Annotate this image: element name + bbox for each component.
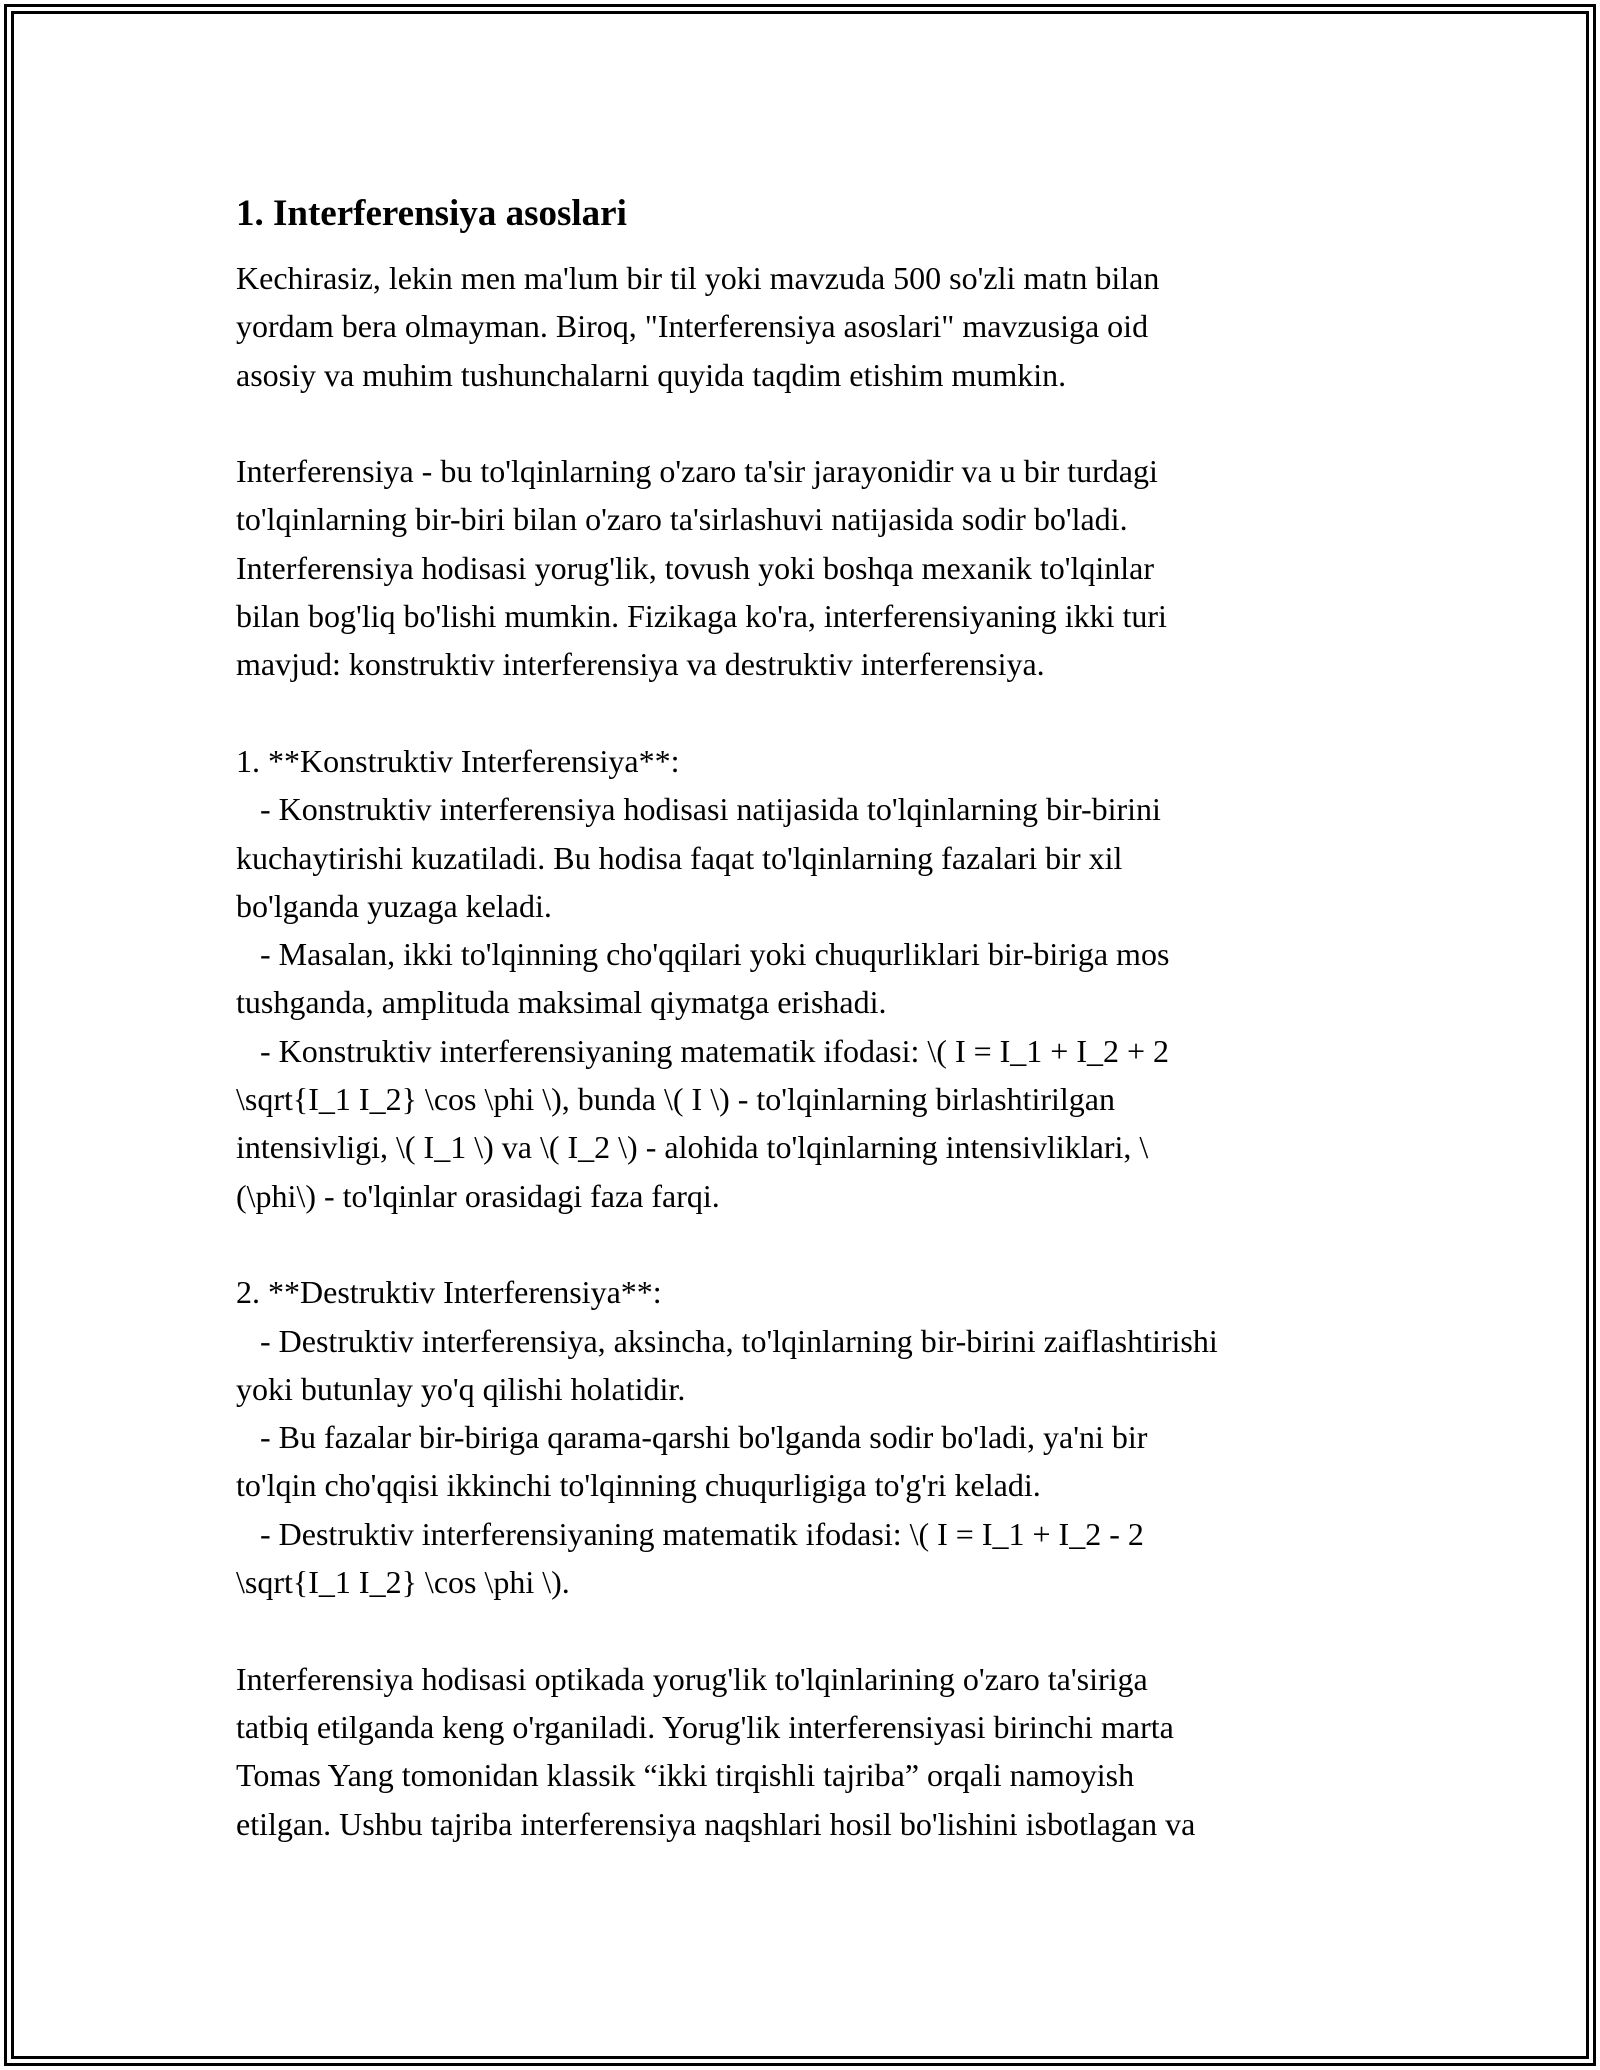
text-line: tushganda, amplituda maksimal qiymatga erishadi.	[236, 984, 887, 1021]
text-line: tatbiq etilganda keng o'rganiladi. Yorug'lik interferensiyasi birinchi marta	[236, 1708, 1174, 1745]
document-content	[236, 186, 1366, 1848]
text-line: 2. **Destruktiv Interferensiya**:	[236, 1274, 662, 1311]
text-line: bo'lganda yuzaga keladi.	[236, 887, 552, 924]
text-line: etilgan. Ushbu tajriba interferensiya naqshlari hosil bo'lishini isbotlagan va	[236, 1805, 1196, 1842]
text-line: \sqrt{I_1 I_2} \cos \phi \), bunda \( I \) - to'lqinlarning birlashtirilgan	[236, 1081, 1115, 1118]
text-line: - Destruktiv interferensiyaning matematik ifodasi: \( I = I_1 + I_2 - 2	[236, 1515, 1144, 1552]
text-line: bilan bog'liq bo'lishi mumkin. Fizikaga ko'ra, interferensiyaning ikki turi	[236, 598, 1167, 635]
text-line: kuchaytirishi kuzatiladi. Bu hodisa faqat to'lqinlarning fazalari bir xil	[236, 839, 1123, 876]
text-line: Interferensiya - bu to'lqinlarning o'zaro ta'sir jarayonidir va u bir turdagi	[236, 453, 1158, 490]
text-line: to'lqin cho'qqisi ikkinchi to'lqinning chuqurligiga to'g'ri keladi.	[236, 1467, 1041, 1504]
blank-line	[236, 1220, 1366, 1268]
document-body	[236, 254, 1366, 1848]
text-line: 1. **Konstruktiv Interferensiya**:	[236, 742, 680, 779]
text-line: (\phi\) - to'lqinlar orasidagi faza farqi.	[236, 1177, 720, 1214]
text-line: \sqrt{I_1 I_2} \cos \phi \).	[236, 1564, 570, 1601]
text-line: Kechirasiz, lekin men ma'lum bir til yoki mavzuda 500 so'zli matn bilan	[236, 260, 1160, 296]
text-line: asosiy va muhim tushunchalarni quyida taqdim etishim mumkin.	[236, 356, 1067, 393]
section-heading: 1. Interferensiya asoslari	[236, 193, 627, 234]
blank-line	[236, 399, 1366, 447]
text-line: yoki butunlay yo'q qilishi holatidir.	[236, 1370, 686, 1407]
text-line: - Destruktiv interferensiya, aksincha, to'lqinlarning bir-birini zaiflashtirishi	[236, 1322, 1218, 1359]
blank-line	[236, 1606, 1366, 1654]
text-line: Interferensiya hodisasi optikada yorug'lik to'lqinlarining o'zaro ta'siriga	[236, 1660, 1148, 1697]
text-line: - Masalan, ikki to'lqinning cho'qqilari yoki chuqurliklari bir-biriga mos	[236, 936, 1170, 973]
blank-line	[236, 689, 1366, 737]
text-line: yordam bera olmayman. Biroq, "Interferensiya asoslari" mavzusiga oid	[236, 308, 1149, 345]
text-line: - Bu fazalar bir-biriga qarama-qarshi bo'lganda sodir bo'ladi, ya'ni bir	[236, 1419, 1148, 1456]
text-line: - Konstruktiv interferensiya hodisasi natijasida to'lqinlarning bir-birini	[236, 791, 1161, 828]
text-line: Tomas Yang tomonidan klassik “ikki tirqishli tajriba” orqali namoyish	[236, 1757, 1135, 1794]
text-line: - Konstruktiv interferensiyaning matematik ifodasi: \( I = I_1 + I_2 + 2	[236, 1032, 1170, 1069]
text-line: mavjud: konstruktiv interferensiya va destruktiv interferensiya.	[236, 646, 1045, 683]
text-line: intensivligi, \( I_1 \) va \( I_2 \) - alohida to'lqinlarning intensivliklari, \	[236, 1129, 1149, 1166]
text-line: to'lqinlarning bir-biri bilan o'zaro ta'sirlashuvi natijasida sodir bo'ladi.	[236, 501, 1128, 538]
text-line: Interferensiya hodisasi yorug'lik, tovush yoki boshqa mexanik to'lqinlar	[236, 549, 1155, 586]
